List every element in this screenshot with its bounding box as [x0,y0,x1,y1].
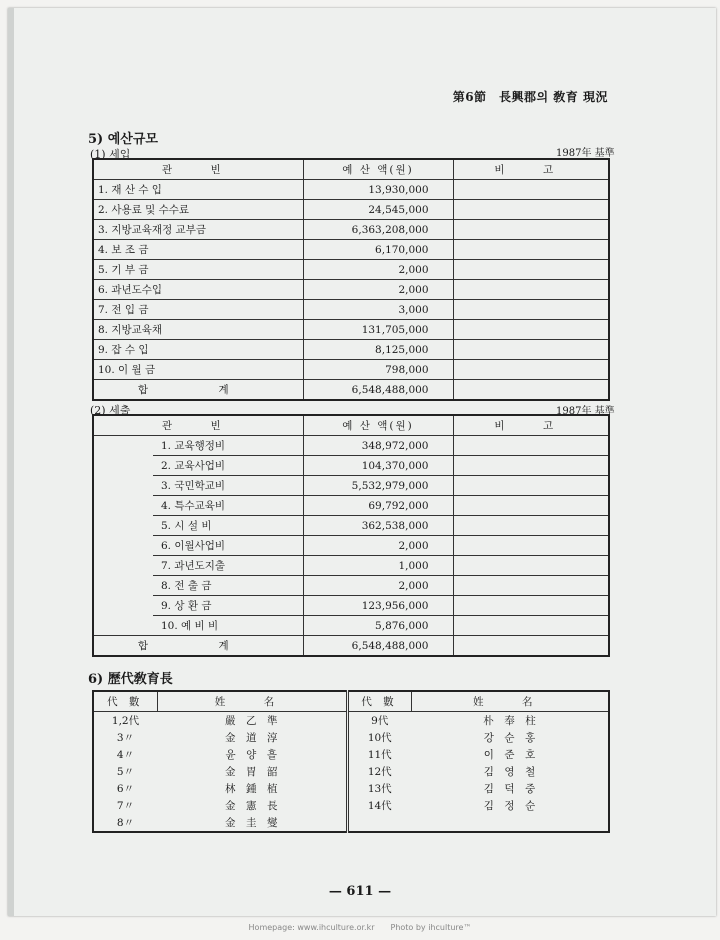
expense-amount: 5,876,000 [303,616,453,636]
table-row [93,596,609,616]
table-row [93,320,609,340]
expense-remarks [453,556,609,576]
income-remarks [453,360,609,380]
list-item [93,763,609,780]
income-item: 7. 전 입 금 [93,300,303,320]
running-head: 第6節 長興郡의 敎育 現況 [452,90,608,104]
photo-credit-footer: Homepage: www.ihculture.or.kr Photo by ihculture™ [248,923,472,932]
expense-amount: 104,370,000 [303,456,453,476]
section-title-budget: 5) 예산규모 [88,132,158,147]
expense-remarks [453,456,609,476]
term: 13代 [367,783,392,795]
expense-spacer [93,616,153,636]
table-row [93,616,609,636]
table-row [93,576,609,596]
income-amount: 3,000 [303,300,453,320]
term: 8〃 [116,817,135,829]
table-row [93,240,609,260]
income-item: 3. 지방교육재정 교부금 [93,220,303,240]
table-row [93,220,609,240]
expense-basis: 1987年 基準 [556,406,615,417]
superintendent-name: 강 순 홍 [483,732,536,744]
table-row [93,200,609,220]
income-remarks [453,200,609,220]
expense-item: 6. 이월사업비 [153,536,303,556]
income-item: 4. 보 조 금 [93,240,303,260]
income-basis: 1987年 基準 [556,148,615,159]
list-item [93,712,609,730]
table-row [93,300,609,320]
superintendents-table [92,690,610,833]
expense-spacer [93,456,153,476]
header-category: 관 빈 [93,159,303,180]
income-item: 9. 잡 수 입 [93,340,303,360]
table-row [93,360,609,380]
income-total-row [93,380,609,401]
expense-amount: 69,792,000 [303,496,453,516]
income-item: 1. 재 산 수 입 [93,180,303,200]
term: 14代 [367,800,392,812]
table-row [93,340,609,360]
term: 5〃 [116,766,135,778]
expense-remarks [453,596,609,616]
income-item: 5. 기 부 금 [93,260,303,280]
income-amount: 8,125,000 [303,340,453,360]
superintendent-name: 嚴 乙 準 [157,712,347,730]
expense-remarks [453,616,609,636]
superintendent-name: 윤 양 흘 [157,746,347,763]
superintendent-name: 金 胃 韶 [157,763,347,780]
total-label: 합 계 [93,380,303,401]
list-item [93,746,609,763]
superintendent-name: 金 圭 燮 [157,814,347,832]
header-amount: 예 산 액(원) [303,159,453,180]
expense-header-row [93,415,609,436]
list-item [93,814,609,832]
expense-amount: 1,000 [303,556,453,576]
income-amount: 131,705,000 [303,320,453,340]
income-item: 10. 이 월 금 [93,360,303,380]
list-item [93,729,609,746]
term: 3〃 [116,732,135,744]
list-item [93,797,609,814]
superintendent-name: 김 영 철 [483,766,536,778]
header-name-2: 姓 名 [411,691,609,712]
superintendent-name: 이 준 호 [483,749,536,761]
total-amount: 6,548,488,000 [303,380,453,401]
expense-amount: 348,972,000 [303,436,453,456]
income-amount: 2,000 [303,260,453,280]
list-item [93,780,609,797]
income-item: 2. 사용료 및 수수료 [93,200,303,220]
income-remarks [453,180,609,200]
income-amount: 13,930,000 [303,180,453,200]
expense-remarks [453,476,609,496]
term: 9代 [371,715,389,727]
expense-amount: 5,532,979,000 [303,476,453,496]
term: 11代 [367,749,392,761]
expense-item: 4. 특수교육비 [153,496,303,516]
income-amount: 6,363,208,000 [303,220,453,240]
total-amount: 6,548,488,000 [303,636,453,657]
term: 4〃 [116,749,135,761]
superintendent-name: 林 鍾 植 [157,780,347,797]
income-remarks [453,220,609,240]
income-item: 8. 지방교육채 [93,320,303,340]
income-item: 6. 과년도수입 [93,280,303,300]
term: 1,2代 [111,715,140,727]
income-amount: 2,000 [303,280,453,300]
table-row [93,436,609,456]
term [347,814,411,832]
income-remarks [453,260,609,280]
expense-table [92,414,610,657]
total-label: 합 계 [93,636,303,657]
expense-spacer [93,556,153,576]
superintendent-name: 金 道 淳 [157,729,347,746]
expense-remarks [453,496,609,516]
page-number: — 611 — [328,884,392,899]
term: 10代 [367,732,392,744]
table-row [93,456,609,476]
income-remarks [453,300,609,320]
expense-amount: 123,956,000 [303,596,453,616]
expense-spacer [93,516,153,536]
superintendent-name [411,814,609,832]
income-header-row [93,159,609,180]
expense-item: 10. 예 비 비 [153,616,303,636]
expense-remarks [453,436,609,456]
table-row [93,260,609,280]
expense-remarks [453,536,609,556]
expense-subtitle: (2) 세출 [90,404,131,417]
expense-spacer [93,496,153,516]
income-remarks [453,340,609,360]
header-remarks: 비 고 [453,159,609,180]
expense-item: 8. 전 출 금 [153,576,303,596]
income-subtitle: (1) 세입 [90,148,131,161]
superintendent-name: 김 덕 중 [483,783,536,795]
header-name: 姓 名 [157,691,347,712]
expense-item: 1. 교육행정비 [153,436,303,456]
total-remarks [453,636,609,657]
expense-total-row [93,636,609,657]
section-title-superintendents: 6) 歷代敎育長 [88,672,173,687]
superintendent-name: 김 정 순 [483,800,536,812]
income-remarks [453,240,609,260]
income-remarks [453,280,609,300]
expense-spacer [93,596,153,616]
expense-remarks [453,516,609,536]
superintendents-header-row [93,691,609,712]
income-table [92,158,610,401]
expense-spacer [93,436,153,456]
table-row [93,476,609,496]
header-term-2: 代 數 [347,691,411,712]
income-remarks [453,320,609,340]
income-amount: 6,170,000 [303,240,453,260]
table-row [93,180,609,200]
table-row [93,496,609,516]
income-amount: 798,000 [303,360,453,380]
table-row [93,280,609,300]
expense-item: 9. 상 환 금 [153,596,303,616]
income-amount: 24,545,000 [303,200,453,220]
expense-amount: 2,000 [303,576,453,596]
expense-amount: 2,000 [303,536,453,556]
table-row [93,516,609,536]
superintendent-name: 金 憲 長 [157,797,347,814]
table-row [93,536,609,556]
header-term: 代 數 [93,691,157,712]
term: 12代 [367,766,392,778]
header-amount: 예 산 액(원) [303,415,453,436]
expense-spacer [93,576,153,596]
expense-item: 7. 과년도지출 [153,556,303,576]
term: 7〃 [116,800,135,812]
expense-spacer [93,536,153,556]
expense-amount: 362,538,000 [303,516,453,536]
header-category: 관 빈 [93,415,303,436]
total-remarks [453,380,609,401]
table-row [93,556,609,576]
expense-spacer [93,476,153,496]
term: 6〃 [116,783,135,795]
header-remarks: 비 고 [453,415,609,436]
expense-item: 5. 시 설 비 [153,516,303,536]
expense-remarks [453,576,609,596]
expense-item: 2. 교육사업비 [153,456,303,476]
expense-item: 3. 국민학교비 [153,476,303,496]
superintendent-name: 朴 奉 柱 [483,715,536,727]
